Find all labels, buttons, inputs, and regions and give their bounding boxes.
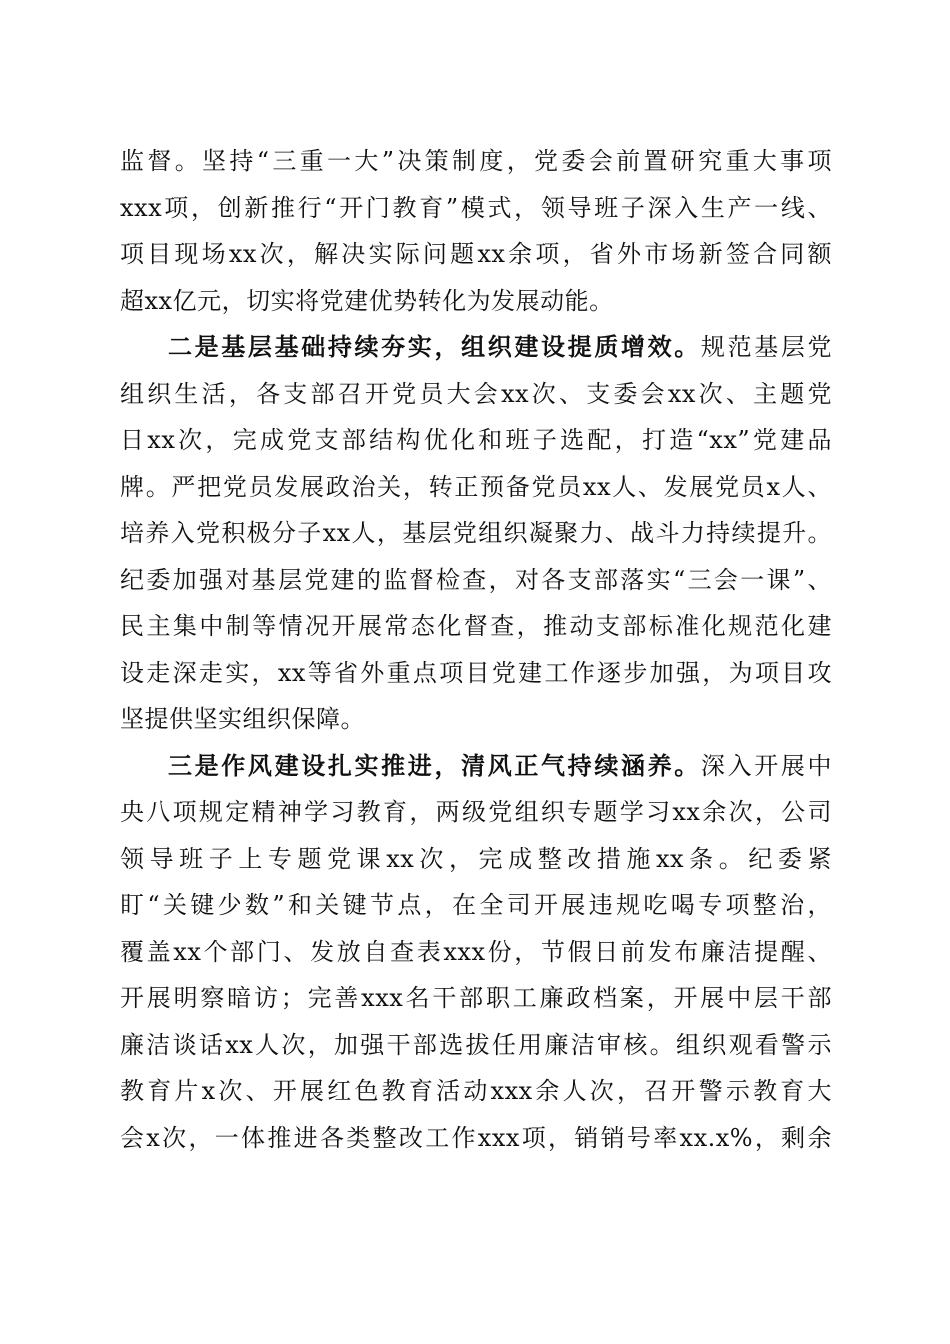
text-line: xxx项，创新推行“开门教育”模式，领导班子深入生产一线、 <box>120 193 832 222</box>
text-line: 会x次，一体推进各类整改工作xxx项，销销号率xx.x%，剩余 <box>120 1123 832 1152</box>
text-line: 监督。坚持“三重一大”决策制度，党委会前置研究重大事项 <box>120 147 832 175</box>
text-line <box>120 324 832 371</box>
text-line: 坚提供坚实组织保障。 <box>120 705 365 733</box>
text-line <box>120 743 832 790</box>
text-line: 覆盖xx个部门、发放自查表xxx份，节假日前发布廉洁提醒、 <box>120 937 832 966</box>
text-line: 设走深走实，xx等省外重点项目党建工作逐步加强，为项目攻 <box>120 658 832 687</box>
text-line: 廉洁谈话xx人次，加强干部选拔任用廉洁审核。组织观看警示 <box>120 1030 832 1059</box>
text-line: 培养入党积极分子xx人，基层党组织凝聚力、战斗力持续提升。 <box>120 519 832 547</box>
text-span: 深入开展中 <box>700 751 833 780</box>
text-line: 组织生活，各支部召开党员大会xx次、支委会xx次、主题党 <box>120 379 832 408</box>
text-line: 日xx次，完成党支部结构优化和班子选配，打造“xx”党建品 <box>120 426 832 454</box>
paragraph-lead: 三是作风建设扎实推进，清风正气持续涵养。 <box>168 750 701 780</box>
text-line: 领导班子上专题党课xx次，完成整改措施xx条。纪委紧 <box>120 844 832 873</box>
text-line: 民主集中制等情况开展常态化督查，推动支部标准化规范化建 <box>120 612 832 640</box>
paragraph-1 <box>120 138 832 324</box>
text-line: 纪委加强对基层党建的监督检查，对各支部落实“三会一课”、 <box>120 565 832 594</box>
text-line: 教育片x次、开展红色教育活动xxx余人次，召开警示教育大 <box>120 1077 832 1105</box>
text-line: 盯“关键少数”和关键节点，在全司开展违规吃喝专项整治， <box>120 891 832 919</box>
document-page <box>120 138 832 1161</box>
text-line: 牌。严把党员发展政治关，转正预备党员xx人、发展党员x人、 <box>120 472 832 501</box>
text-line: 项目现场xx次，解决实际问题xx余项，省外市场新签合同额 <box>120 240 832 268</box>
text-line: 央八项规定精神学习教育，两级党组织专题学习xx余次，公司 <box>120 798 832 826</box>
paragraph-2 <box>120 324 832 743</box>
text-span: 规范基层党 <box>700 333 833 361</box>
text-line: 超xx亿元，切实将党建优势转化为发展动能。 <box>120 286 614 315</box>
paragraph-lead: 二是基层基础持续夯实，组织建设提质增效。 <box>168 332 701 361</box>
paragraph-3 <box>120 743 832 1162</box>
text-line: 开展明察暗访；完善xxx名干部职工廉政档案，开展中层干部 <box>120 984 832 1012</box>
